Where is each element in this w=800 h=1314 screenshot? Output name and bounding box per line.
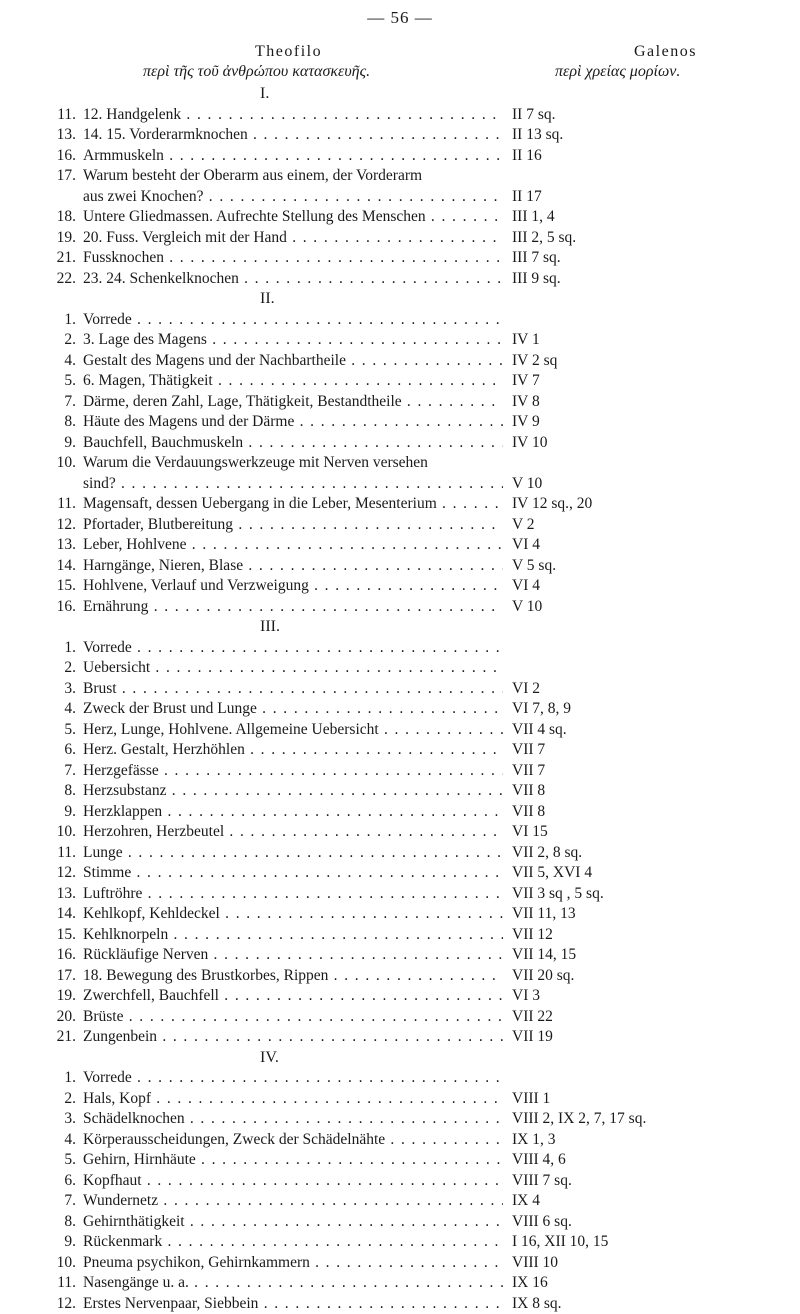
chapter-title: Erstes Nervenpaar, Siebbein . . . — [83, 1294, 503, 1314]
table-row — [56, 1068, 776, 1089]
galen-reference: III 2, 5 sq. — [512, 228, 576, 249]
galen-reference: VIII 2, IX 2, 7, 17 sq. — [512, 1109, 646, 1130]
left-column-greek-title: περὶ τῆς τοῦ ἀνθρώπου κατασκευῆς. — [143, 63, 370, 81]
galen-reference: VII 11, 13 — [512, 904, 576, 925]
galen-reference: VII 8 — [512, 781, 545, 802]
chapter-title: Luftröhre . . . — [83, 884, 503, 905]
chapter-title: Nasengänge u. a. . . . — [83, 1273, 503, 1294]
table-row — [56, 1089, 776, 1110]
chapter-number: 8. — [56, 412, 76, 433]
chapter-number: 12. — [56, 863, 76, 884]
table-row — [56, 699, 776, 720]
section-heading: III. — [56, 617, 776, 638]
chapter-title: Zwerchfell, Bauchfell . . . — [83, 986, 503, 1007]
table-row — [56, 1027, 776, 1048]
table-row — [56, 1109, 776, 1130]
galen-reference: IV 2 sq — [512, 351, 557, 372]
section-heading: I. — [56, 84, 776, 105]
chapter-title: 14. 15. Vorderarmknochen . . . — [83, 125, 503, 146]
chapter-number: 4. — [56, 699, 76, 720]
chapter-title: Uebersicht . . . — [83, 658, 503, 679]
table-row — [56, 248, 776, 269]
table-row — [56, 371, 776, 392]
chapter-title: Hohlvene, Verlauf und Verzweigung . . . — [83, 576, 503, 597]
galen-reference: VII 8 — [512, 802, 545, 823]
chapter-number: 1. — [56, 1068, 76, 1089]
chapter-title: 12. Handgelenk . . . — [83, 105, 503, 126]
chapter-number: 22. — [56, 269, 76, 290]
table-row — [56, 330, 776, 351]
chapter-title: Zweck der Brust und Lunge . . . — [83, 699, 503, 720]
galen-reference: II 16 — [512, 146, 542, 167]
chapter-title: Kehlkopf, Kehldeckel . . . — [83, 904, 503, 925]
chapter-number: 19. — [56, 986, 76, 1007]
chapter-title: Rückenmark . . . — [83, 1232, 503, 1253]
table-row — [56, 392, 776, 413]
chapter-title: Ernährung . . . — [83, 597, 503, 618]
right-column-author: Galenos — [634, 43, 697, 61]
chapter-number: 19. — [56, 228, 76, 249]
table-row — [56, 105, 776, 126]
chapter-title: Herzgefässe . . . — [83, 761, 503, 782]
chapter-number: 2. — [56, 330, 76, 351]
table-row — [56, 740, 776, 761]
left-column-author: Theofilo — [255, 43, 322, 61]
chapter-title: Körperausscheidungen, Zweck der Schädelnähte . . . — [83, 1130, 503, 1151]
chapter-number: 7. — [56, 761, 76, 782]
chapter-title: Untere Gliedmassen. Aufrechte Stellung des Menschen . . . — [83, 207, 503, 228]
table-row — [56, 556, 776, 577]
chapter-number: 16. — [56, 945, 76, 966]
table-row — [56, 166, 776, 187]
table-row — [56, 433, 776, 454]
chapter-number: 8. — [56, 1212, 76, 1233]
table-row — [56, 146, 776, 167]
galen-reference: VII 14, 15 — [512, 945, 576, 966]
table-row — [56, 1191, 776, 1212]
chapter-title: 3. Lage des Magens . . . — [83, 330, 503, 351]
table-row — [56, 843, 776, 864]
chapter-number: 4. — [56, 351, 76, 372]
table-row — [56, 1150, 776, 1171]
table-row — [56, 658, 776, 679]
galen-reference: IV 7 — [512, 371, 540, 392]
chapter-number: 5. — [56, 371, 76, 392]
galen-reference: IX 1, 3 — [512, 1130, 555, 1151]
chapter-number: 11. — [56, 843, 76, 864]
chapter-title: Gehirnthätigkeit . . . — [83, 1212, 503, 1233]
table-row — [56, 1294, 776, 1314]
chapter-number: 6. — [56, 740, 76, 761]
galen-reference: VIII 7 sq. — [512, 1171, 572, 1192]
table-row — [56, 125, 776, 146]
chapter-title: Brust . . . — [83, 679, 503, 700]
chapter-number: 1. — [56, 310, 76, 331]
chapter-number: 11. — [56, 105, 76, 126]
chapter-number: 11. — [56, 1273, 76, 1294]
chapter-number: 4. — [56, 1130, 76, 1151]
table-row — [56, 822, 776, 843]
section-heading: II. — [56, 289, 776, 310]
chapter-title: Gestalt des Magens und der Nachbartheile . . . — [83, 351, 503, 372]
chapter-number: 17. — [56, 166, 76, 187]
chapter-number: 15. — [56, 576, 76, 597]
galen-reference: III 1, 4 — [512, 207, 555, 228]
galen-reference: V 5 sq. — [512, 556, 556, 577]
chapter-title: Harngänge, Nieren, Blase . . . — [83, 556, 503, 577]
chapter-title: Gehirn, Hirnhäute . . . — [83, 1150, 503, 1171]
chapter-number: 18. — [56, 207, 76, 228]
chapter-number: 12. — [56, 515, 76, 536]
section-heading: IV. — [56, 1048, 776, 1069]
galen-reference: VII 12 — [512, 925, 553, 946]
table-row — [56, 494, 776, 515]
chapter-number: 8. — [56, 781, 76, 802]
galen-reference: VI 7, 8, 9 — [512, 699, 571, 720]
table-row — [56, 597, 776, 618]
table-row — [56, 863, 776, 884]
chapter-number: 2. — [56, 658, 76, 679]
galen-reference: VIII 10 — [512, 1253, 558, 1274]
chapter-number: 13. — [56, 535, 76, 556]
chapter-number: 3. — [56, 1109, 76, 1130]
table-row — [56, 474, 776, 495]
chapter-title: Herz, Lunge, Hohlvene. Allgemeine Uebersicht . . . — [83, 720, 503, 741]
table-row — [56, 269, 776, 290]
table-row — [56, 904, 776, 925]
galen-reference: VII 7 — [512, 761, 545, 782]
table-row — [56, 576, 776, 597]
chapter-number: 10. — [56, 822, 76, 843]
table-row — [56, 1232, 776, 1253]
chapter-title: 18. Bewegung des Brustkorbes, Rippen . . . — [83, 966, 503, 987]
galen-reference: VII 4 sq. — [512, 720, 567, 741]
table-row — [56, 761, 776, 782]
chapter-number: 7. — [56, 392, 76, 413]
table-row — [56, 802, 776, 823]
chapter-title: Vorrede . . . — [83, 310, 503, 331]
table-row — [56, 1171, 776, 1192]
table-row — [56, 515, 776, 536]
galen-reference: II 13 sq. — [512, 125, 563, 146]
chapter-number: 1. — [56, 638, 76, 659]
chapter-number: 14. — [56, 904, 76, 925]
table-row — [56, 1130, 776, 1151]
galen-reference: IX 16 — [512, 1273, 548, 1294]
galen-reference: IV 8 — [512, 392, 540, 413]
chapter-number: 9. — [56, 802, 76, 823]
galen-reference: VII 2, 8 sq. — [512, 843, 582, 864]
chapter-number: 13. — [56, 884, 76, 905]
chapter-number: 2. — [56, 1089, 76, 1110]
chapter-title: 23. 24. Schenkelknochen . . . — [83, 269, 503, 290]
galen-reference: IX 8 sq. — [512, 1294, 562, 1314]
chapter-title: Rückläufige Nerven . . . — [83, 945, 503, 966]
table-row — [56, 453, 776, 474]
galen-reference: VI 2 — [512, 679, 540, 700]
galen-reference: V 10 — [512, 474, 542, 495]
table-row — [56, 1007, 776, 1028]
table-row — [56, 187, 776, 208]
table-row — [56, 207, 776, 228]
galen-reference: I 16, XII 10, 15 — [512, 1232, 608, 1253]
table-row — [56, 535, 776, 556]
concordance-table — [56, 84, 776, 1314]
galen-reference: VIII 1 — [512, 1089, 550, 1110]
table-row — [56, 679, 776, 700]
chapter-title: Därme, deren Zahl, Lage, Thätigkeit, Bestandtheile . . . — [83, 392, 503, 413]
chapter-title: 20. Fuss. Vergleich mit der Hand . . . — [83, 228, 503, 249]
chapter-number: 14. — [56, 556, 76, 577]
galen-reference: VII 3 sq , 5 sq. — [512, 884, 604, 905]
galen-reference: VIII 4, 6 — [512, 1150, 566, 1171]
chapter-number: 10. — [56, 1253, 76, 1274]
galen-reference: VIII 6 sq. — [512, 1212, 572, 1233]
chapter-title: Fussknochen . . . — [83, 248, 503, 269]
table-row — [56, 310, 776, 331]
chapter-number: 12. — [56, 1294, 76, 1314]
galen-reference: VI 3 — [512, 986, 540, 1007]
galen-reference: VI 4 — [512, 576, 540, 597]
right-column-greek-title: περὶ χρείας μορίων. — [555, 63, 680, 81]
chapter-title: Schädelknochen . . . — [83, 1109, 503, 1130]
chapter-title: Warum die Verdauungswerkzeuge mit Nerven versehen — [83, 453, 503, 474]
chapter-number: 13. — [56, 125, 76, 146]
table-row — [56, 1212, 776, 1233]
galen-reference: VII 5, XVI 4 — [512, 863, 592, 884]
chapter-title: Bauchfell, Bauchmuskeln . . . — [83, 433, 503, 454]
table-row — [56, 720, 776, 741]
galen-reference: V 10 — [512, 597, 542, 618]
chapter-number: 21. — [56, 248, 76, 269]
chapter-title: Herzohren, Herzbeutel . . . — [83, 822, 503, 843]
chapter-number: 16. — [56, 597, 76, 618]
chapter-title: Herzsubstanz . . . — [83, 781, 503, 802]
table-row — [56, 1273, 776, 1294]
table-row — [56, 966, 776, 987]
chapter-title: Magensaft, dessen Uebergang in die Leber, Mesenterium . . . — [83, 494, 503, 515]
chapter-number: 10. — [56, 453, 76, 474]
table-row — [56, 638, 776, 659]
chapter-number: 5. — [56, 720, 76, 741]
galen-reference: II 17 — [512, 187, 542, 208]
galen-reference: VII 22 — [512, 1007, 553, 1028]
galen-reference: II 7 sq. — [512, 105, 555, 126]
chapter-title: 6. Magen, Thätigkeit . . . — [83, 371, 503, 392]
chapter-title: Brüste . . . — [83, 1007, 503, 1028]
chapter-number: 6. — [56, 1171, 76, 1192]
table-row — [56, 1253, 776, 1274]
galen-reference: III 9 sq. — [512, 269, 561, 290]
table-row — [56, 781, 776, 802]
chapter-title: Häute des Magens und der Därme . . . — [83, 412, 503, 433]
chapter-title: Kopfhaut . . . — [83, 1171, 503, 1192]
galen-reference: IV 12 sq., 20 — [512, 494, 592, 515]
chapter-title: Armmuskeln . . . — [83, 146, 503, 167]
chapter-number: 17. — [56, 966, 76, 987]
chapter-title: Herz. Gestalt, Herzhöhlen . . . — [83, 740, 503, 761]
galen-reference: VII 19 — [512, 1027, 553, 1048]
chapter-title: Kehlknorpeln . . . — [83, 925, 503, 946]
table-row — [56, 925, 776, 946]
page-number: — 56 — — [0, 8, 800, 28]
galen-reference: IX 4 — [512, 1191, 540, 1212]
chapter-number: 20. — [56, 1007, 76, 1028]
chapter-title: Zungenbein . . . — [83, 1027, 503, 1048]
chapter-number: 9. — [56, 433, 76, 454]
table-row — [56, 412, 776, 433]
galen-reference: VI 15 — [512, 822, 548, 843]
table-row — [56, 351, 776, 372]
chapter-title: Vorrede . . . — [83, 1068, 503, 1089]
chapter-title: Vorrede . . . — [83, 638, 503, 659]
chapter-title: Pneuma psychikon, Gehirnkammern . . . — [83, 1253, 503, 1274]
galen-reference: V 2 — [512, 515, 535, 536]
chapter-number: 11. — [56, 494, 76, 515]
chapter-number: 3. — [56, 679, 76, 700]
chapter-title: Hals, Kopf . . . — [83, 1089, 503, 1110]
chapter-title: Wundernetz . . . — [83, 1191, 503, 1212]
chapter-number: 16. — [56, 146, 76, 167]
chapter-title: Warum besteht der Oberarm aus einem, der Vorderarm — [83, 166, 503, 187]
chapter-number: 5. — [56, 1150, 76, 1171]
chapter-title: Leber, Hohlvene . . . — [83, 535, 503, 556]
galen-reference: VI 4 — [512, 535, 540, 556]
table-row — [56, 945, 776, 966]
chapter-title: Herzklappen . . . — [83, 802, 503, 823]
chapter-number: 7. — [56, 1191, 76, 1212]
chapter-title: Pfortader, Blutbereitung . . . — [83, 515, 503, 536]
chapter-number: 9. — [56, 1232, 76, 1253]
galen-reference: IV 9 — [512, 412, 540, 433]
galen-reference: III 7 sq. — [512, 248, 561, 269]
galen-reference: IV 1 — [512, 330, 540, 351]
chapter-title: sind? . . . — [83, 474, 503, 495]
chapter-number: 21. — [56, 1027, 76, 1048]
table-row — [56, 228, 776, 249]
galen-reference: IV 10 — [512, 433, 547, 454]
chapter-title: Stimme . . . — [83, 863, 503, 884]
table-row — [56, 884, 776, 905]
galen-reference: VII 20 sq. — [512, 966, 574, 987]
chapter-number: 15. — [56, 925, 76, 946]
chapter-title: aus zwei Knochen? . . . — [83, 187, 503, 208]
chapter-title: Lunge . . . — [83, 843, 503, 864]
galen-reference: VII 7 — [512, 740, 545, 761]
table-row — [56, 986, 776, 1007]
